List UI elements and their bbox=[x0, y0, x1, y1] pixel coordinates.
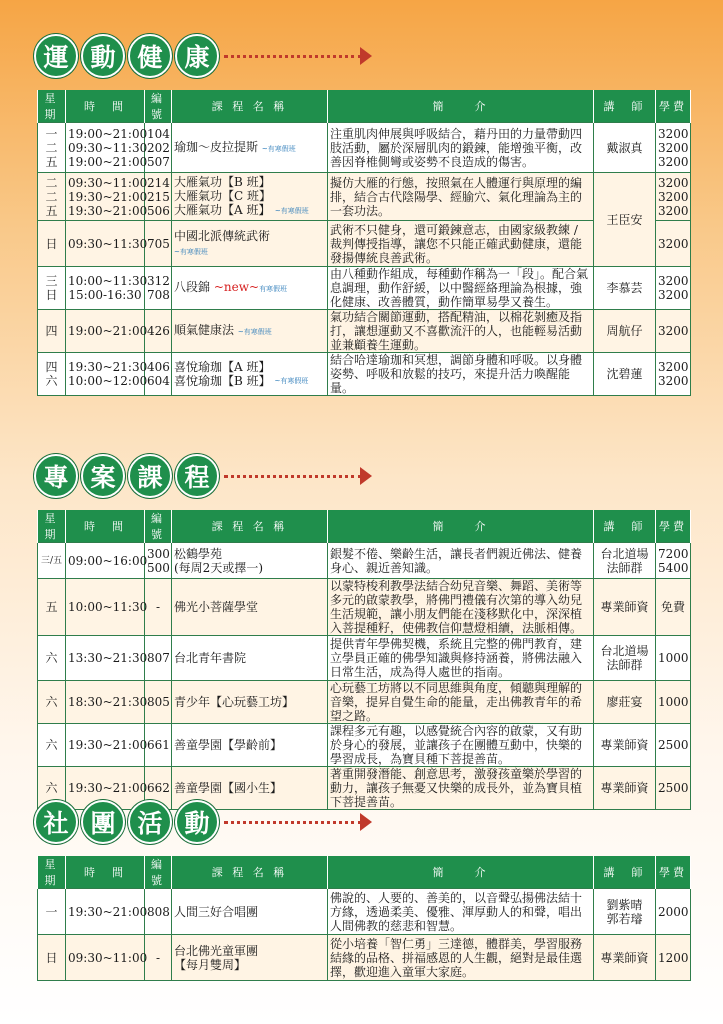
cell-course-name bbox=[172, 310, 328, 353]
title-char: 專 bbox=[34, 454, 78, 498]
cell-day: 六 bbox=[38, 636, 66, 681]
cell-course-name: 台北佛光童軍團 【每月雙周】 bbox=[172, 935, 328, 981]
title-char: 案 bbox=[81, 454, 125, 498]
cell-description: 擬仿大雁的行態，按照氣在人體運行與原理的編排，結合古代陰陽學、經腧穴、氣化理論為主的一套功法。 bbox=[328, 173, 594, 221]
cell-day: 三/五 bbox=[38, 543, 66, 579]
cell-description: 以蒙特梭利教學法結合幼兒音樂、舞蹈、美術等多元的啟蒙教學，將佛門禮儀有次第的導入幼兒生活規範，讓小朋友們能在淺移默化中，深深植入菩提種籽，使佛教信仰慧燈相續，法脈相傳。 bbox=[328, 579, 594, 636]
title-char: 團 bbox=[81, 800, 125, 844]
cell-course-name: 善童學園【學齡前】 bbox=[172, 724, 328, 767]
cell-time: 09:30~11:30 bbox=[66, 221, 145, 267]
dotted-arrow-line bbox=[224, 821, 362, 824]
cell-teacher: 沈碧蓮 bbox=[594, 353, 656, 396]
cell-description: 注重肌肉伸展與呼吸結合，藉丹田的力量帶動四肢活動，屬於深層肌肉的鍛鍊，能增強平衡，改善因脊椎側彎或姿勢不良造成的傷害。 bbox=[328, 123, 594, 173]
header-description: 簡 介 bbox=[328, 90, 594, 123]
title-char: 程 bbox=[175, 454, 219, 498]
cell-day: 六 bbox=[38, 724, 66, 767]
dotted-arrow-line bbox=[224, 475, 362, 478]
table-row bbox=[38, 889, 691, 935]
cell-teacher: 周航仔 bbox=[594, 310, 656, 353]
cell-code: 807 bbox=[145, 636, 172, 681]
arrow-right-icon bbox=[360, 47, 372, 65]
header-fee: 學費 bbox=[656, 90, 691, 123]
header-description: 簡 介 bbox=[328, 856, 594, 889]
header-teacher: 講 師 bbox=[594, 856, 656, 889]
cell-day: 四 六 bbox=[38, 353, 66, 396]
cell-code: 214 215 506 bbox=[145, 173, 172, 221]
cell-course-name bbox=[172, 123, 328, 173]
cell-day: 五 bbox=[38, 579, 66, 636]
cell-time: 19:30~21:00 bbox=[66, 767, 145, 810]
table-row bbox=[38, 543, 691, 579]
cell-fee: 3200 3200 3200 bbox=[656, 173, 691, 221]
cell-time: 19:00~21:00 09:30~11:30 19:00~21:00 bbox=[66, 123, 145, 173]
cell-course-name bbox=[172, 267, 328, 310]
cell-fee: 免費 bbox=[656, 579, 691, 636]
cell-code: 662 bbox=[145, 767, 172, 810]
cell-code: 705 bbox=[145, 221, 172, 267]
cell-time: 18:30~21:30 bbox=[66, 681, 145, 724]
header-course-name: 課 程 名 稱 bbox=[172, 856, 328, 889]
header-day: 星期 bbox=[38, 90, 66, 123]
course-name: 中國北派傳統武術 bbox=[174, 228, 271, 243]
cell-course-name bbox=[172, 353, 328, 396]
cell-course-name: 人間三好合唱團 bbox=[172, 889, 328, 935]
cell-fee: 3200 3200 3200 bbox=[656, 123, 691, 173]
cell-description: 武術不只健身，還可鍛鍊意志，由國家級教練 / 裁判傳授指導，讓您不只能正確武動健康，還能發揚傳統良善武術。 bbox=[328, 221, 594, 267]
header-time: 時 間 bbox=[66, 90, 145, 123]
cell-code: 808 bbox=[145, 889, 172, 935]
winter-class-tag: ~有寒假班 bbox=[261, 144, 296, 153]
cell-day: 六 bbox=[38, 681, 66, 724]
cell-course-name: 台北青年書院 bbox=[172, 636, 328, 681]
title-char: 康 bbox=[175, 34, 219, 78]
course-name: 喜悅瑜珈【A 班】 喜悅瑜珈【B 班】 bbox=[174, 359, 271, 388]
course-name: 瑜珈～皮拉提斯 bbox=[174, 139, 259, 154]
cell-teacher: 專業師資 bbox=[594, 724, 656, 767]
cell-course-name bbox=[172, 173, 328, 221]
cell-fee: 3200 bbox=[656, 310, 691, 353]
table-row bbox=[38, 353, 691, 396]
cell-time: 19:30~21:00 bbox=[66, 889, 145, 935]
header-course-name: 課 程 名 稱 bbox=[172, 510, 328, 543]
cell-day: 二 二 五 bbox=[38, 173, 66, 221]
cell-teacher: 王臣安 bbox=[594, 173, 656, 267]
title-char: 動 bbox=[81, 34, 125, 78]
cell-fee: 1000 bbox=[656, 636, 691, 681]
header-day: 星期 bbox=[38, 510, 66, 543]
course-name: 順氣健康法 bbox=[174, 323, 235, 337]
course-table bbox=[37, 90, 691, 396]
cell-teacher: 劉紫晴 郭若璿 bbox=[594, 889, 656, 935]
cell-fee: 1000 bbox=[656, 681, 691, 724]
cell-code: 406 604 bbox=[145, 353, 172, 396]
dotted-arrow-line bbox=[224, 55, 362, 58]
cell-day: 一 二 五 bbox=[38, 123, 66, 173]
table-row bbox=[38, 681, 691, 724]
cell-course-name: 青少年【心玩藝工坊】 bbox=[172, 681, 328, 724]
section-title bbox=[34, 800, 222, 844]
cell-description: 心玩藝工坊將以不同思維與角度，傾聽與理解的音樂，提昇自覺生命的能量，走出佛教青年的希望之路。 bbox=[328, 681, 594, 724]
cell-code: 661 bbox=[145, 724, 172, 767]
cell-fee: 2500 bbox=[656, 767, 691, 810]
cell-description: 提供青年學佛契機，系統且完整的佛門教育，建立學員正確的佛學知識與修持涵養，將佛法融入日常生活，成為得人處世的指南。 bbox=[328, 636, 594, 681]
cell-fee: 2000 bbox=[656, 889, 691, 935]
winter-class-tag: 有寒假班 bbox=[259, 285, 288, 293]
header-description: 簡 介 bbox=[328, 510, 594, 543]
cell-time: 09:30~11:00 19:30~21:00 19:30~21:00 bbox=[66, 173, 145, 221]
cell-description: 課程多元有趣，以感覺統合內容的啟蒙，又有助於身心的發展，並讓孩子在團體互動中，快樂的學習成長，為寶貝種下菩提善苗。 bbox=[328, 724, 594, 767]
cell-code: - bbox=[145, 935, 172, 981]
cell-fee: 3200 3200 bbox=[656, 353, 691, 396]
winter-class-tag: ~有寒假班 bbox=[237, 328, 272, 336]
cell-time: 19:00~21:00 bbox=[66, 310, 145, 353]
title-char: 動 bbox=[175, 800, 219, 844]
course-table bbox=[37, 510, 691, 810]
cell-teacher: 戴淑真 bbox=[594, 123, 656, 173]
header-course-name: 課 程 名 稱 bbox=[172, 90, 328, 123]
cell-description: 著重開發潛能、創意思考，激發孩童樂於學習的動力，讓孩子無憂又快樂的成長外，並為寶貝植下菩提善苗。 bbox=[328, 767, 594, 810]
cell-description: 結合哈達瑜珈和冥想，調節身體和呼吸。以身體姿勢、呼吸和放鬆的技巧，來提升活力喚醒能量。 bbox=[328, 353, 594, 396]
table-row bbox=[38, 636, 691, 681]
cell-time: 10:00~11:30 15:00-16:30 bbox=[66, 267, 145, 310]
cell-description: 佛說的、人要的、善美的，以音聲弘揚佛法結十方緣，透過柔美、優雅、渾厚動人的和聲，唱出人間佛教的慈悲和智慧。 bbox=[328, 889, 594, 935]
course-table bbox=[37, 856, 691, 981]
cell-fee: 1200 bbox=[656, 935, 691, 981]
cell-description: 氣功結合關節運動，搭配精油，以棉花剝癒及指打，讓想運動又不喜歡流汗的人，也能輕易活動並兼顧養生運動。 bbox=[328, 310, 594, 353]
cell-course-name: 松鶴學苑 (每周2天或擇一) bbox=[172, 543, 328, 579]
cell-teacher: 台北道場 法師群 bbox=[594, 636, 656, 681]
cell-time: 19:30~21:30 10:00~12:00 bbox=[66, 353, 145, 396]
title-char: 社 bbox=[34, 800, 78, 844]
cell-description: 銀髮不倦、樂齡生活，讓長者們親近佛法、健養身心、親近善知識。 bbox=[328, 543, 594, 579]
table-row bbox=[38, 123, 691, 173]
course-name: 八段錦 bbox=[174, 280, 211, 294]
title-char: 健 bbox=[128, 34, 172, 78]
table-row bbox=[38, 310, 691, 353]
cell-time: 19:30~21:00 bbox=[66, 724, 145, 767]
cell-code: 805 bbox=[145, 681, 172, 724]
section-title bbox=[34, 454, 222, 498]
cell-day: 一 bbox=[38, 889, 66, 935]
cell-teacher: 台北道場 法師群 bbox=[594, 543, 656, 579]
title-char: 活 bbox=[128, 800, 172, 844]
cell-time: 09:00~16:00 bbox=[66, 543, 145, 579]
cell-teacher: 專業師資 bbox=[594, 767, 656, 810]
winter-class-tag: ~有寒假班 bbox=[274, 206, 309, 215]
header-code: 編號 bbox=[145, 90, 172, 123]
header-time: 時 間 bbox=[66, 510, 145, 543]
cell-time: 13:30~21:30 bbox=[66, 636, 145, 681]
cell-code: 300 500 bbox=[145, 543, 172, 579]
new-badge: ~new~ bbox=[213, 280, 260, 294]
title-char: 運 bbox=[34, 34, 78, 78]
table-row bbox=[38, 267, 691, 310]
winter-class-tag: ~有寒假班 bbox=[274, 377, 309, 386]
cell-fee: 7200 5400 bbox=[656, 543, 691, 579]
cell-teacher: 專業師資 bbox=[594, 935, 656, 981]
table-row bbox=[38, 935, 691, 981]
header-teacher: 講 師 bbox=[594, 90, 656, 123]
cell-fee: 3200 bbox=[656, 221, 691, 267]
header-fee: 學費 bbox=[656, 510, 691, 543]
cell-course-name: 佛光小菩薩學堂 bbox=[172, 579, 328, 636]
cell-course-name bbox=[172, 221, 328, 267]
cell-description: 從小培養「智仁勇」三達德，體群美，學習服務結緣的品格、拼福感恩的人生觀，絕對是最佳選擇，歡迎進入童軍大家庭。 bbox=[328, 935, 594, 981]
arrow-right-icon bbox=[360, 467, 372, 485]
cell-time: 10:00~11:30 bbox=[66, 579, 145, 636]
cell-teacher: 廖莊宴 bbox=[594, 681, 656, 724]
table-row bbox=[38, 173, 691, 221]
winter-class-tag: ~有寒假班 bbox=[174, 247, 208, 256]
header-time: 時 間 bbox=[66, 856, 145, 889]
cell-code: 104 202 507 bbox=[145, 123, 172, 173]
cell-time: 09:30~11:00 bbox=[66, 935, 145, 981]
cell-day: 日 bbox=[38, 221, 66, 267]
course-name: 大雁氣功【B 班】 大雁氣功【C 班】 大雁氣功【A 班】 bbox=[174, 175, 271, 218]
cell-fee: 2500 bbox=[656, 724, 691, 767]
cell-teacher: 李慕芸 bbox=[594, 267, 656, 310]
header-fee: 學費 bbox=[656, 856, 691, 889]
cell-day: 四 bbox=[38, 310, 66, 353]
header-code: 編號 bbox=[145, 856, 172, 889]
cell-day: 三 日 bbox=[38, 267, 66, 310]
arrow-right-icon bbox=[360, 813, 372, 831]
cell-day: 六 bbox=[38, 767, 66, 810]
table-row bbox=[38, 724, 691, 767]
title-char: 課 bbox=[128, 454, 172, 498]
cell-day: 日 bbox=[38, 935, 66, 981]
cell-fee: 3200 3200 bbox=[656, 267, 691, 310]
header-teacher: 講 師 bbox=[594, 510, 656, 543]
header-code: 編號 bbox=[145, 510, 172, 543]
cell-code: 426 bbox=[145, 310, 172, 353]
table-row bbox=[38, 221, 691, 267]
cell-description: 由八種動作組成，每種動作稱為一「段」。配合氣息調理，動作舒緩，以中醫經絡理論為根據，強化健康、改善體質，動作簡單易學又養生。 bbox=[328, 267, 594, 310]
header-day: 星期 bbox=[38, 856, 66, 889]
cell-teacher: 專業師資 bbox=[594, 579, 656, 636]
cell-code: 312 708 bbox=[145, 267, 172, 310]
cell-course-name: 善童學園【國小生】 bbox=[172, 767, 328, 810]
cell-code: - bbox=[145, 579, 172, 636]
table-row bbox=[38, 579, 691, 636]
section-title bbox=[34, 34, 222, 78]
